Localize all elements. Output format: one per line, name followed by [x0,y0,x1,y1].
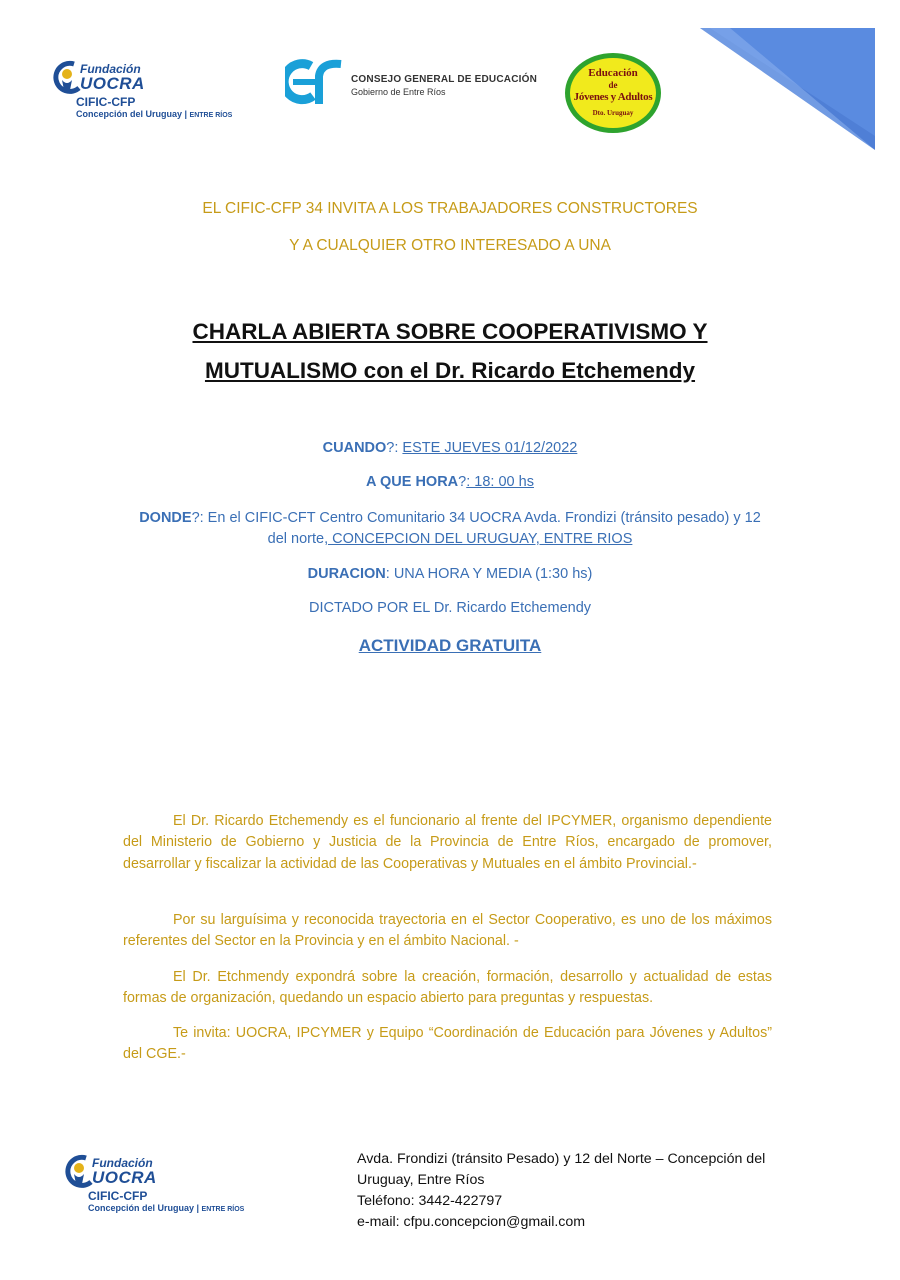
footer-uocra-city: Concepción del Uruguay | ENTRE RÍOS [88,1203,245,1213]
where-value: , CONCEPCION DEL URUGUAY, ENTRE RIOS [324,531,633,547]
eja-line3: Jóvenes y Adultos [573,91,653,103]
when-line [0,440,900,456]
uocra-fundacion: Fundación [80,62,141,76]
footer-phone: Teléfono: 3442-422797 [357,1193,503,1209]
eja-line4: Dto. Uruguay [592,109,634,117]
where-line2 [0,531,900,547]
eja-line1: Educación [588,67,638,79]
footer-contact [357,1149,817,1233]
time-line [0,474,900,490]
cge-logo [285,58,535,108]
when-sep: ?: [386,440,403,456]
invitation-line2: Y A CUALQUIER OTRO INTERESADO A UNA [289,237,611,254]
title-line1: CHARLA ABIERTA SOBRE COOPERATIVISMO Y [192,319,708,344]
time-value: : 18: 00 hs [466,474,534,490]
corner-decoration [700,28,880,153]
time-label: A QUE HORA [366,474,459,490]
footer-uocra-cific: CIFIC-CFP [88,1189,148,1203]
uocra-province: ENTRE RÍOS [189,112,233,119]
eja-line2: de [608,80,618,90]
speaker-line: DICTADO POR EL Dr. Ricardo Etchemendy [308,600,592,616]
uocra-cific: CIFIC-CFP [76,95,136,109]
where-text1: ?: En el CIFIC-CFT Centro Comunitario 34 UOCRA Avda. Frondizi (tránsito pesado) y 12 [191,510,761,526]
footer-email: e-mail: cfpu.concepcion@gmail.com [357,1214,586,1230]
free-activity: ACTIVIDAD GRATUITA [358,636,542,655]
uocra-city: Concepción del Uruguay | ENTRE RÍOS [76,109,233,119]
paragraph-1: El Dr. Ricardo Etchemendy es el funcionario al frente del IPCYMER, organismo dependiente del Ministerio de Gobierno y Justicia de la Provincia de Entre Ríos, encargado de promover, desarrollar y fiscalizar la actividad de las Cooperativas y Mutuales en el ámbito Provincial.- [123,813,772,872]
where-text2: del norte [267,531,325,547]
duration-line [0,566,900,582]
footer-uocra-emblem-icon [64,1154,94,1188]
footer-uocra-city-name: Concepción del Uruguay [88,1203,195,1213]
title-line2: MUTUALISMO con el Dr. Ricardo Etchemendy [204,358,696,383]
uocra-emblem-icon [52,60,82,94]
eja-logo [565,53,661,133]
paragraph-4: Te invita: UOCRA, IPCYMER y Equipo “Coordinación de Educación para Jóvenes y Adultos” del CGE.- [123,1025,772,1063]
footer-uocra-name: UOCRA [92,1168,157,1187]
paragraph-2: Por su larguísima y reconocida trayectoria en el Sector Cooperativo, es uno de los máximos referentes del Sector en la Provincia y en el ámbito Nacional. - [123,912,772,950]
footer-uocra-province: ENTRE RÍOS [201,1206,245,1213]
duration-value: : UNA HORA Y MEDIA (1:30 hs) [385,566,593,582]
footer-uocra-fundacion: Fundación [92,1156,153,1170]
uocra-city-name: Concepción del Uruguay [76,109,183,119]
footer-address-line2: Uruguay, Entre Ríos [357,1172,485,1188]
cge-title: CONSEJO GENERAL DE EDUCACIÓN [351,74,537,85]
paragraph-3: El Dr. Etchmendy expondrá sobre la creación, formación, desarrollo y actualidad de estas formas de organización, quedando un espacio abierto para preguntas y respuestas. [123,969,772,1007]
uocra-logo [52,58,252,120]
time-sep: ? [458,474,467,490]
uocra-name: UOCRA [80,74,145,93]
where-line1 [0,510,900,526]
footer-address-line1: Avda. Frondizi (tránsito Pesado) y 12 del Norte – Concepción del [357,1151,766,1167]
when-value: ESTE JUEVES 01/12/2022 [402,440,578,456]
invitation-line1: EL CIFIC-CFP 34 INVITA A LOS TRABAJADORES CONSTRUCTORES [202,200,698,217]
where-label: DONDE [139,510,192,526]
duration-label: DURACION [307,566,386,582]
cge-emblem-icon [285,58,345,106]
cge-subtitle: Gobierno de Entre Ríos [351,87,446,97]
when-label: CUANDO [322,440,387,456]
footer-uocra-logo [64,1152,274,1216]
